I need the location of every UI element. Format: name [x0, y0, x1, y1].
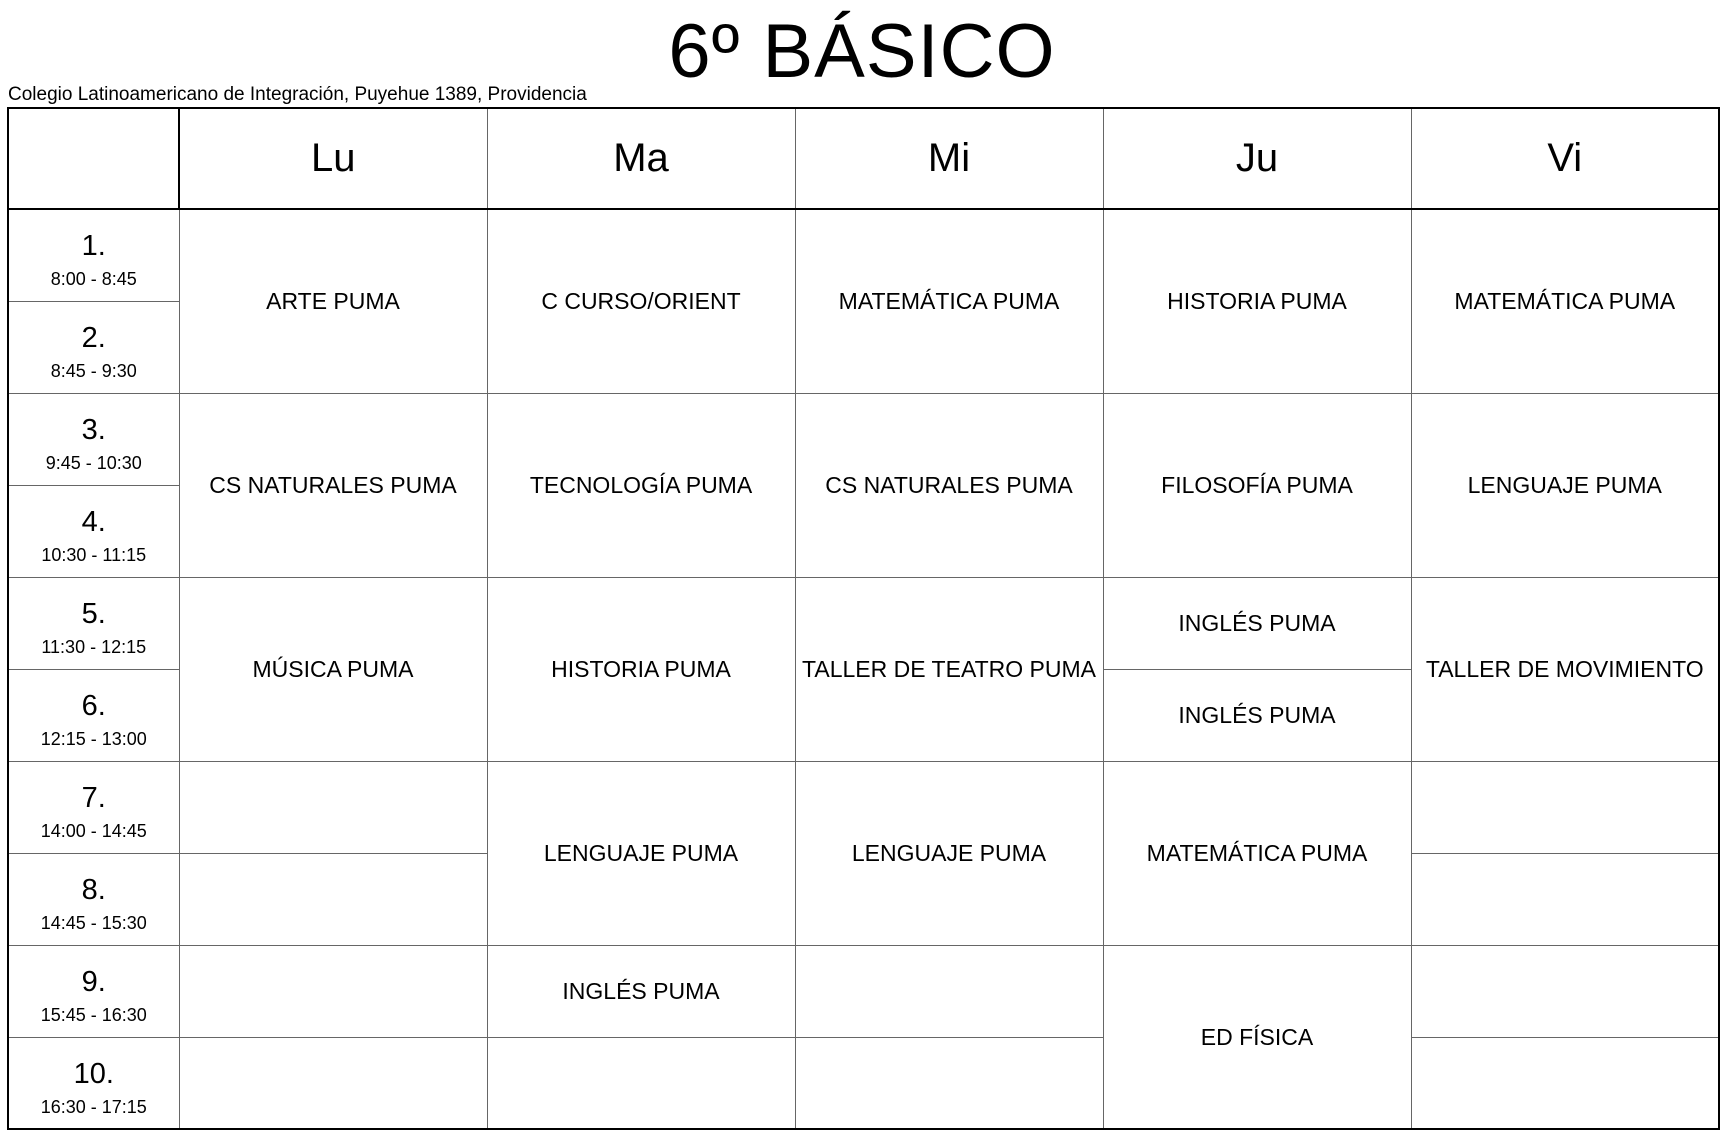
- period-number: 3.: [81, 414, 106, 446]
- period-cell: [8, 301, 179, 393]
- period-row: [8, 945, 1719, 1037]
- class-cell-ma: [487, 1037, 795, 1129]
- class-cell-lu: [179, 853, 487, 945]
- school-address: Colegio Latinoamericano de Integración, Puyehue 1389, Providencia: [8, 84, 587, 105]
- class-cell-ju: MATEMÁTICA PUMA: [1103, 761, 1411, 945]
- class-cell-vi: [1411, 1037, 1719, 1129]
- day-header-lu: Lu: [179, 108, 487, 209]
- period-time: 10:30 - 11:15: [41, 545, 147, 565]
- class-cell-ju: INGLÉS PUMA: [1103, 577, 1411, 669]
- period-time: 9:45 - 10:30: [45, 453, 142, 473]
- class-cell-ju: ED FÍSICA: [1103, 945, 1411, 1129]
- class-cell-mi: CS NATURALES PUMA: [795, 393, 1103, 577]
- class-cell-mi: MATEMÁTICA PUMA: [795, 209, 1103, 393]
- day-header-ju: Ju: [1103, 108, 1411, 209]
- day-header-ma: Ma: [487, 108, 795, 209]
- class-cell-lu: CS NATURALES PUMA: [179, 393, 487, 577]
- period-time: 16:30 - 17:15: [40, 1096, 147, 1117]
- class-cell-ma: HISTORIA PUMA: [487, 577, 795, 761]
- class-cell-mi: [795, 1037, 1103, 1129]
- period-number: 1.: [81, 230, 106, 263]
- period-row: [8, 577, 1719, 669]
- class-cell-lu: [179, 1037, 487, 1129]
- period-number: 9.: [81, 966, 106, 998]
- period-time: 12:15 - 13:00: [40, 729, 147, 749]
- class-cell-ma: TECNOLOGÍA PUMA: [487, 393, 795, 577]
- period-number: 8.: [81, 874, 106, 906]
- period-time: 8:00 - 8:45: [50, 269, 137, 290]
- class-cell-lu: ARTE PUMA: [179, 209, 487, 393]
- class-cell-lu: [179, 761, 487, 853]
- page-title: 6º BÁSICO: [668, 9, 1056, 94]
- period-row: [8, 761, 1719, 853]
- class-cell-vi: TALLER DE MOVIMIENTO: [1411, 577, 1719, 761]
- day-header-vi: Vi: [1411, 108, 1719, 209]
- day-header-mi: Mi: [795, 108, 1103, 209]
- period-cell: [8, 393, 179, 485]
- period-cell: [8, 853, 179, 945]
- period-cell: [8, 761, 179, 853]
- class-cell-vi: LENGUAJE PUMA: [1411, 393, 1719, 577]
- class-cell-vi: [1411, 761, 1719, 853]
- period-cell: [8, 209, 179, 301]
- timetable: [7, 107, 1720, 1130]
- period-number: 10.: [73, 1057, 114, 1090]
- class-cell-ma: LENGUAJE PUMA: [487, 761, 795, 945]
- period-cell: [8, 485, 179, 577]
- period-cell: [8, 1037, 179, 1129]
- period-time: 11:30 - 12:15: [41, 637, 147, 657]
- class-cell-vi: [1411, 853, 1719, 945]
- class-cell-ma: INGLÉS PUMA: [487, 945, 795, 1037]
- class-cell-mi: TALLER DE TEATRO PUMA: [795, 577, 1103, 761]
- period-cell: [8, 669, 179, 761]
- class-cell-vi: [1411, 945, 1719, 1037]
- period-cell: [8, 945, 179, 1037]
- day-header-row: [8, 108, 1719, 209]
- period-time: 8:45 - 9:30: [50, 361, 137, 381]
- period-row: [8, 1037, 1719, 1129]
- period-row: [8, 393, 1719, 485]
- period-cell: [8, 577, 179, 669]
- period-time: 14:45 - 15:30: [40, 913, 147, 933]
- period-number: 6.: [81, 690, 106, 722]
- class-cell-mi: LENGUAJE PUMA: [795, 761, 1103, 945]
- period-number: 5.: [81, 598, 106, 630]
- class-cell-ju: FILOSOFÍA PUMA: [1103, 393, 1411, 577]
- class-cell-vi: MATEMÁTICA PUMA: [1411, 209, 1719, 393]
- class-cell-lu: [179, 945, 487, 1037]
- class-cell-mi: [795, 945, 1103, 1037]
- period-row: [8, 209, 1719, 301]
- period-number: 7.: [81, 782, 106, 814]
- class-cell-lu: MÚSICA PUMA: [179, 577, 487, 761]
- period-time: 15:45 - 16:30: [40, 1005, 147, 1025]
- class-cell-ju: HISTORIA PUMA: [1103, 209, 1411, 393]
- class-cell-ma: C CURSO/ORIENT: [487, 209, 795, 393]
- corner-cell: [8, 108, 179, 209]
- period-number: 2.: [81, 322, 106, 354]
- period-number: 4.: [81, 506, 106, 538]
- period-time: 14:00 - 14:45: [40, 821, 147, 841]
- class-cell-ju: INGLÉS PUMA: [1103, 669, 1411, 761]
